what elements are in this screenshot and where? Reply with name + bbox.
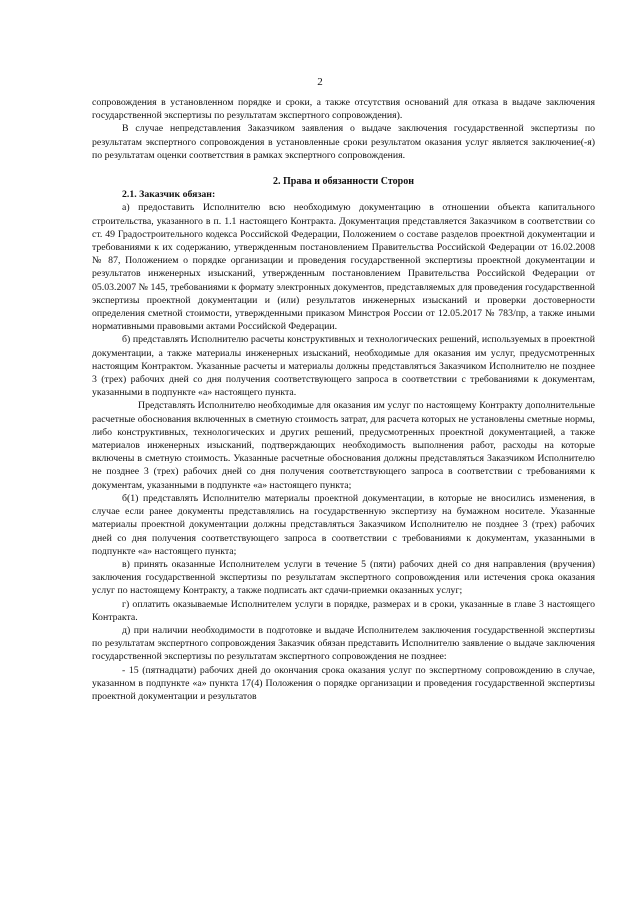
- page-number: 2: [317, 76, 323, 88]
- clause-d-item: - 15 (пятнадцати) рабочих дней до окончания срока оказания услуг по экспертному сопровождению в случае, указанном в подпункте «а» пункта 17(4) Положения о порядке организации и проведения государственной экспертизы проектной документации и результатов: [92, 664, 595, 702]
- clause-b1: б(1) представлять Исполнителю материалы проектной документации, в которые не вносились изменения, в случае если ранее документы представлялись на государственную экспертизу на бумажном носителе. Указанные материалы проектной документации должны представляться Заказчиком Исполнителю не позднее 3 (трех) рабочих дней со дня получения соответствующего запроса в соответствии с требованиями к документам, указанными в подпункте «а» настоящего пункта;: [92, 492, 595, 557]
- intro-continuation: сопровождения в установленном порядке и сроки, а также отсутствия оснований для отказа в выдаче заключения государственной экспертизы по результатам экспертного сопровождения).: [92, 97, 595, 122]
- intro-paragraph: В случае непредставления Заказчиком заявления о выдаче заключения государственной экспертизы по результатам экспертного сопровождения в установленные сроки результатом оказания услуг является заключение(-я) по результатам оценки соответствия в рамках экспертного сопровождения.: [92, 123, 595, 161]
- document-body: [92, 96, 595, 703]
- spacer: [92, 162, 595, 175]
- clause-a: а) предоставить Исполнителю всю необходимую документацию в отношении объекта капитального строительства, указанного в п. 1.1 настоящего Контракта. Документация представляется Заказчиком в соответствии со ст. 49 Градостроительного кодекса Российской Федерации, Положением о составе разделов проектной документации и требованиями к их содержанию, утвержденным постановлением Правительства Российской Федерации от 16.02.2008 № 87, Положением о порядке организации и проведения государственной экспертизы проектной документации и результатов инженерных изысканий, утвержденным постановлением Правительства Российской Федерации от 05.03.2007 № 145, требованиями к формату электронных документов, представляемых для проведения государственной экспертизы проектной документации и (или) результатов инженерных изысканий и проверки достоверности определения сметной стоимости, утвержденными приказом Минстроя России от 12.05.2017 № 783/пр, а также иными нормативными правовыми актами Российской Федерации.: [92, 202, 595, 333]
- clause-v: в) принять оказанные Исполнителем услуги в течение 5 (пяти) рабочих дней со дня направления (вручения) заключения государственной экспертизы по результатам экспертного сопровождения или истечения срока оказания услуг по настоящему Контракту, а также подписать акт сдачи-приемки оказанных услуг;: [92, 558, 595, 597]
- clause-b-additional: Представлять Исполнителю необходимые для оказания им услуг по настоящему Контракту дополнительные расчетные обоснования включенных в сметную стоимость затрат, для расчета которых не установлены сметные нормы, либо конструктивных, технологических и других решений, предусмотренных проектной документацией, а также материалов инженерных изысканий, подтверждающих необходимость выполнения работ, расходы на которые включены в сметную стоимость. Указанные расчетные обоснования должны представляться Заказчиком Исполнителю не позднее 3 (трех) рабочих дней со дня получения соответствующего запроса в соответствии с требованиями к документам, указанными в подпункте «а» настоящего пункта;: [92, 400, 595, 491]
- subsection-heading: 2.1. Заказчик обязан:: [122, 189, 216, 201]
- clause-g: г) оплатить оказываемые Исполнителем услуги в порядке, размерах и в сроки, указанные в главе 3 настоящего Контракта.: [92, 598, 595, 623]
- clause-d: д) при наличии необходимости в подготовке и выдаче Исполнителем заключения государственной экспертизы по результатам экспертного сопровождения Заказчик обязан представить Исполнителю заявление о выдаче заключения государственной экспертизы по результатам экспертного сопровождения не позднее:: [92, 624, 595, 663]
- section-heading: 2. Права и обязанности Сторон: [272, 176, 414, 188]
- clause-b: б) представлять Исполнителю расчеты конструктивных и технологических решений, используемых в проектной документации, а также материалы инженерных изысканий, необходимые для оказания им услуг, предусмотренных настоящим Контрактом. Указанные расчеты и материалы должны представляться Заказчиком Исполнителю не позднее 3 (трех) рабочих дней со дня получения соответствующего запроса в соответствии с требованиями к документам, указанными в подпункте «а» настоящего пункта.: [92, 334, 595, 399]
